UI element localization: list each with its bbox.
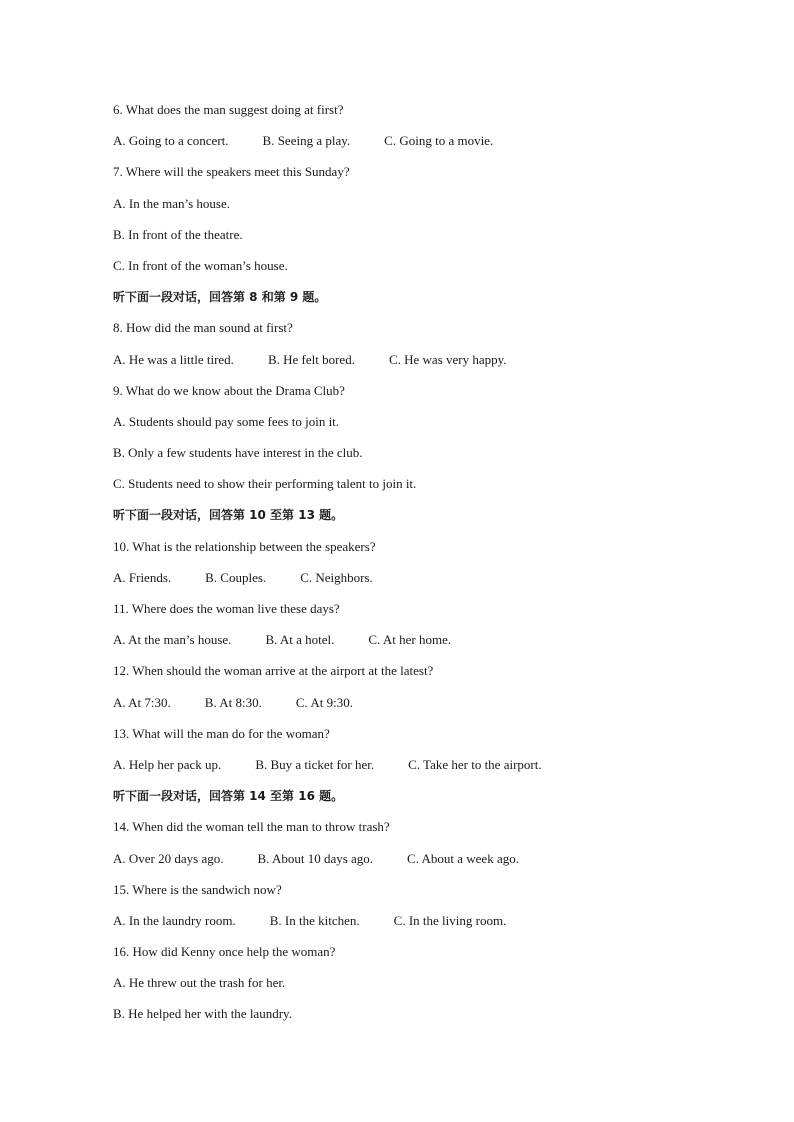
question-9: 9. What do we know about the Drama Club? (113, 382, 345, 398)
option-16a: A. He threw out the trash for her. (113, 975, 286, 991)
options-14 (113, 849, 713, 880)
option-10a: A. Friends. (113, 569, 172, 585)
option-12b: B. At 8:30. (204, 694, 262, 710)
question-13: 13. What will the man do for the woman? (113, 725, 330, 741)
question-7: 7. Where will the speakers meet this Sunday? (113, 164, 350, 180)
option-8b: B. He felt bored. (267, 351, 355, 367)
option-11c: C. At her home. (368, 632, 452, 648)
question-10: 10. What is the relationship between the speakers? (113, 538, 376, 554)
option-14a: A. Over 20 days ago. (113, 850, 224, 866)
options-11 (113, 630, 713, 661)
options-12 (113, 693, 713, 724)
option-8a: A. He was a little tired. (113, 351, 234, 367)
options-8 (113, 350, 713, 381)
option-10b: B. Couples. (205, 569, 267, 585)
option-9a: A. Students should pay some fees to join it. (113, 413, 340, 429)
option-9b: B. Only a few students have interest in the club. (113, 445, 363, 461)
option-16b: B. He helped her with the laundry. (113, 1006, 292, 1022)
question-16: 16. How did Kenny once help the woman? (113, 944, 336, 960)
options-6 (113, 131, 713, 162)
exam-page (113, 100, 713, 1036)
section-heading-14-16: 听下面一段对话，回答第 14 至第 16 题。 (113, 789, 344, 804)
question-11: 11. Where does the woman live these days? (113, 601, 340, 616)
option-14c: C. About a week ago. (407, 850, 519, 866)
options-13 (113, 755, 713, 786)
option-7c: C. In front of the woman’s house. (113, 257, 288, 273)
option-7a: A. In the man’s house. (113, 195, 230, 211)
section-heading-10-13: 听下面一段对话，回答第 10 至第 13 题。 (113, 508, 344, 523)
option-13a: A. Help her pack up. (113, 756, 222, 772)
option-6b: B. Seeing a play. (262, 133, 351, 149)
option-13c: C. Take her to the airport. (408, 756, 542, 772)
option-6a: A. Going to a concert. (113, 133, 229, 149)
option-11a: A. At the man’s house. (113, 632, 232, 648)
question-15: 15. Where is the sandwich now? (113, 881, 282, 897)
option-14b: B. About 10 days ago. (257, 850, 374, 866)
option-7b: B. In front of the theatre. (113, 226, 243, 242)
option-13b: B. Buy a ticket for her. (255, 756, 375, 772)
option-10c: C. Neighbors. (300, 569, 373, 585)
question-14: 14. When did the woman tell the man to throw trash? (113, 819, 390, 835)
question-6: 6. What does the man suggest doing at first? (113, 102, 344, 117)
question-12: 12. When should the woman arrive at the airport at the latest? (113, 663, 434, 679)
option-15b: B. In the kitchen. (269, 912, 360, 928)
option-15a: A. In the laundry room. (113, 912, 236, 928)
option-11b: B. At a hotel. (265, 632, 335, 648)
option-6c: C. Going to a movie. (384, 133, 494, 149)
option-8c: C. He was very happy. (388, 351, 507, 367)
option-12a: A. At 7:30. (113, 694, 171, 710)
section-heading-8-9: 听下面一段对话，回答第 8 和第 9 题。 (113, 290, 327, 305)
option-12c: C. At 9:30. (295, 694, 353, 710)
options-10 (113, 568, 713, 599)
options-15 (113, 911, 713, 942)
option-9c: C. Students need to show their performing talent to join it. (113, 476, 417, 492)
question-8: 8. How did the man sound at first? (113, 320, 293, 336)
option-15c: C. In the living room. (393, 912, 507, 928)
